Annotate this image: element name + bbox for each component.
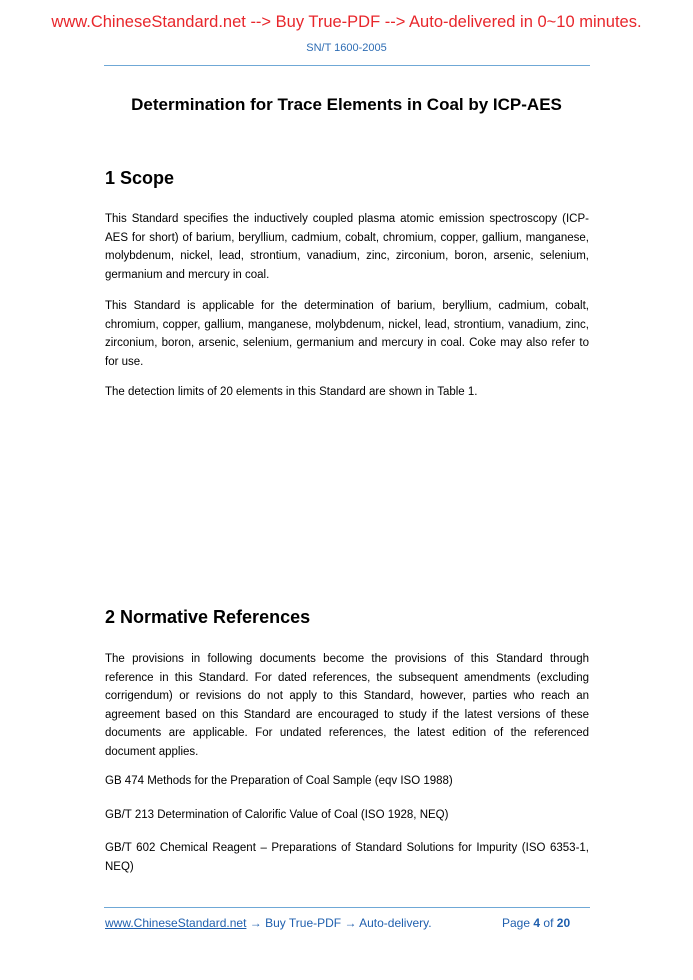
page-of-label: of [543,916,554,930]
page-total: 20 [556,916,571,930]
standard-code: SN/T 1600-2005 [306,42,387,54]
header-banner[interactable]: www.ChineseStandard.net --> Buy True-PDF --> Auto-delivered in 0~10 minutes. [51,13,642,31]
footer-website-link[interactable]: www.ChineseStandard.net [105,916,247,930]
scope-paragraph-2: This Standard is applicable for the determination of barium, beryllium, cadmium, cobalt, chromium, copper, gallium, manganese, molybdenum, nickel, lead, strontium, vanadium, zinc, zirconium, boron, arsenic, selenium, germanium and mercury in coal. Coke may also refer to for use. [105,300,589,368]
references-paragraph-intro: The provisions in following documents become the provisions of this Standard through reference in this Standard. For dated references, the subsequent amendments (excluding corrigendum) or revisions do not apply to this Standard, however, parties who reach an agreement based on this Standard are encouraged to study if the latest versions of these documents are applicable. For undated references, the latest edition of the referenced document applies. [105,653,589,758]
reference-gb-474: GB 474 Methods for the Preparation of Coal Sample (eqv ISO 1988) [105,775,453,787]
footer-purchase-text: → Buy True-PDF → Auto-delivery. [246,916,432,930]
page-label: Page [502,916,531,930]
section-heading-normative-references: 2 Normative References [105,607,311,627]
document-title: Determination for Trace Elements in Coal by ICP-AES [131,95,562,114]
reference-gbt-213: GB/T 213 Determination of Calorific Value of Coal (ISO 1928, NEQ) [105,809,449,821]
footer-divider [104,907,590,908]
scope-paragraph-3: The detection limits of 20 elements in this Standard are shown in Table 1. [105,386,478,398]
page-indicator [502,916,570,930]
scope-paragraph-1: This Standard specifies the inductively coupled plasma atomic emission spectroscopy (ICP-AES for short) of barium, beryllium, cadmium, cobalt, chromium, copper, gallium, manganese, molybdenum, nickel, lead, strontium, vanadium, zinc, zirconium, boron, arsenic, selenium, germanium and mercury in coal. [105,213,589,281]
section-heading-scope: 1 Scope [105,168,175,188]
header-divider [104,65,590,66]
reference-gbt-602: GB/T 602 Chemical Reagent – Preparations of Standard Solutions for Impurity (ISO 6353-1, NEQ) [105,842,589,873]
footer-purchase-line [105,916,432,930]
page-number: 4 [533,916,541,930]
